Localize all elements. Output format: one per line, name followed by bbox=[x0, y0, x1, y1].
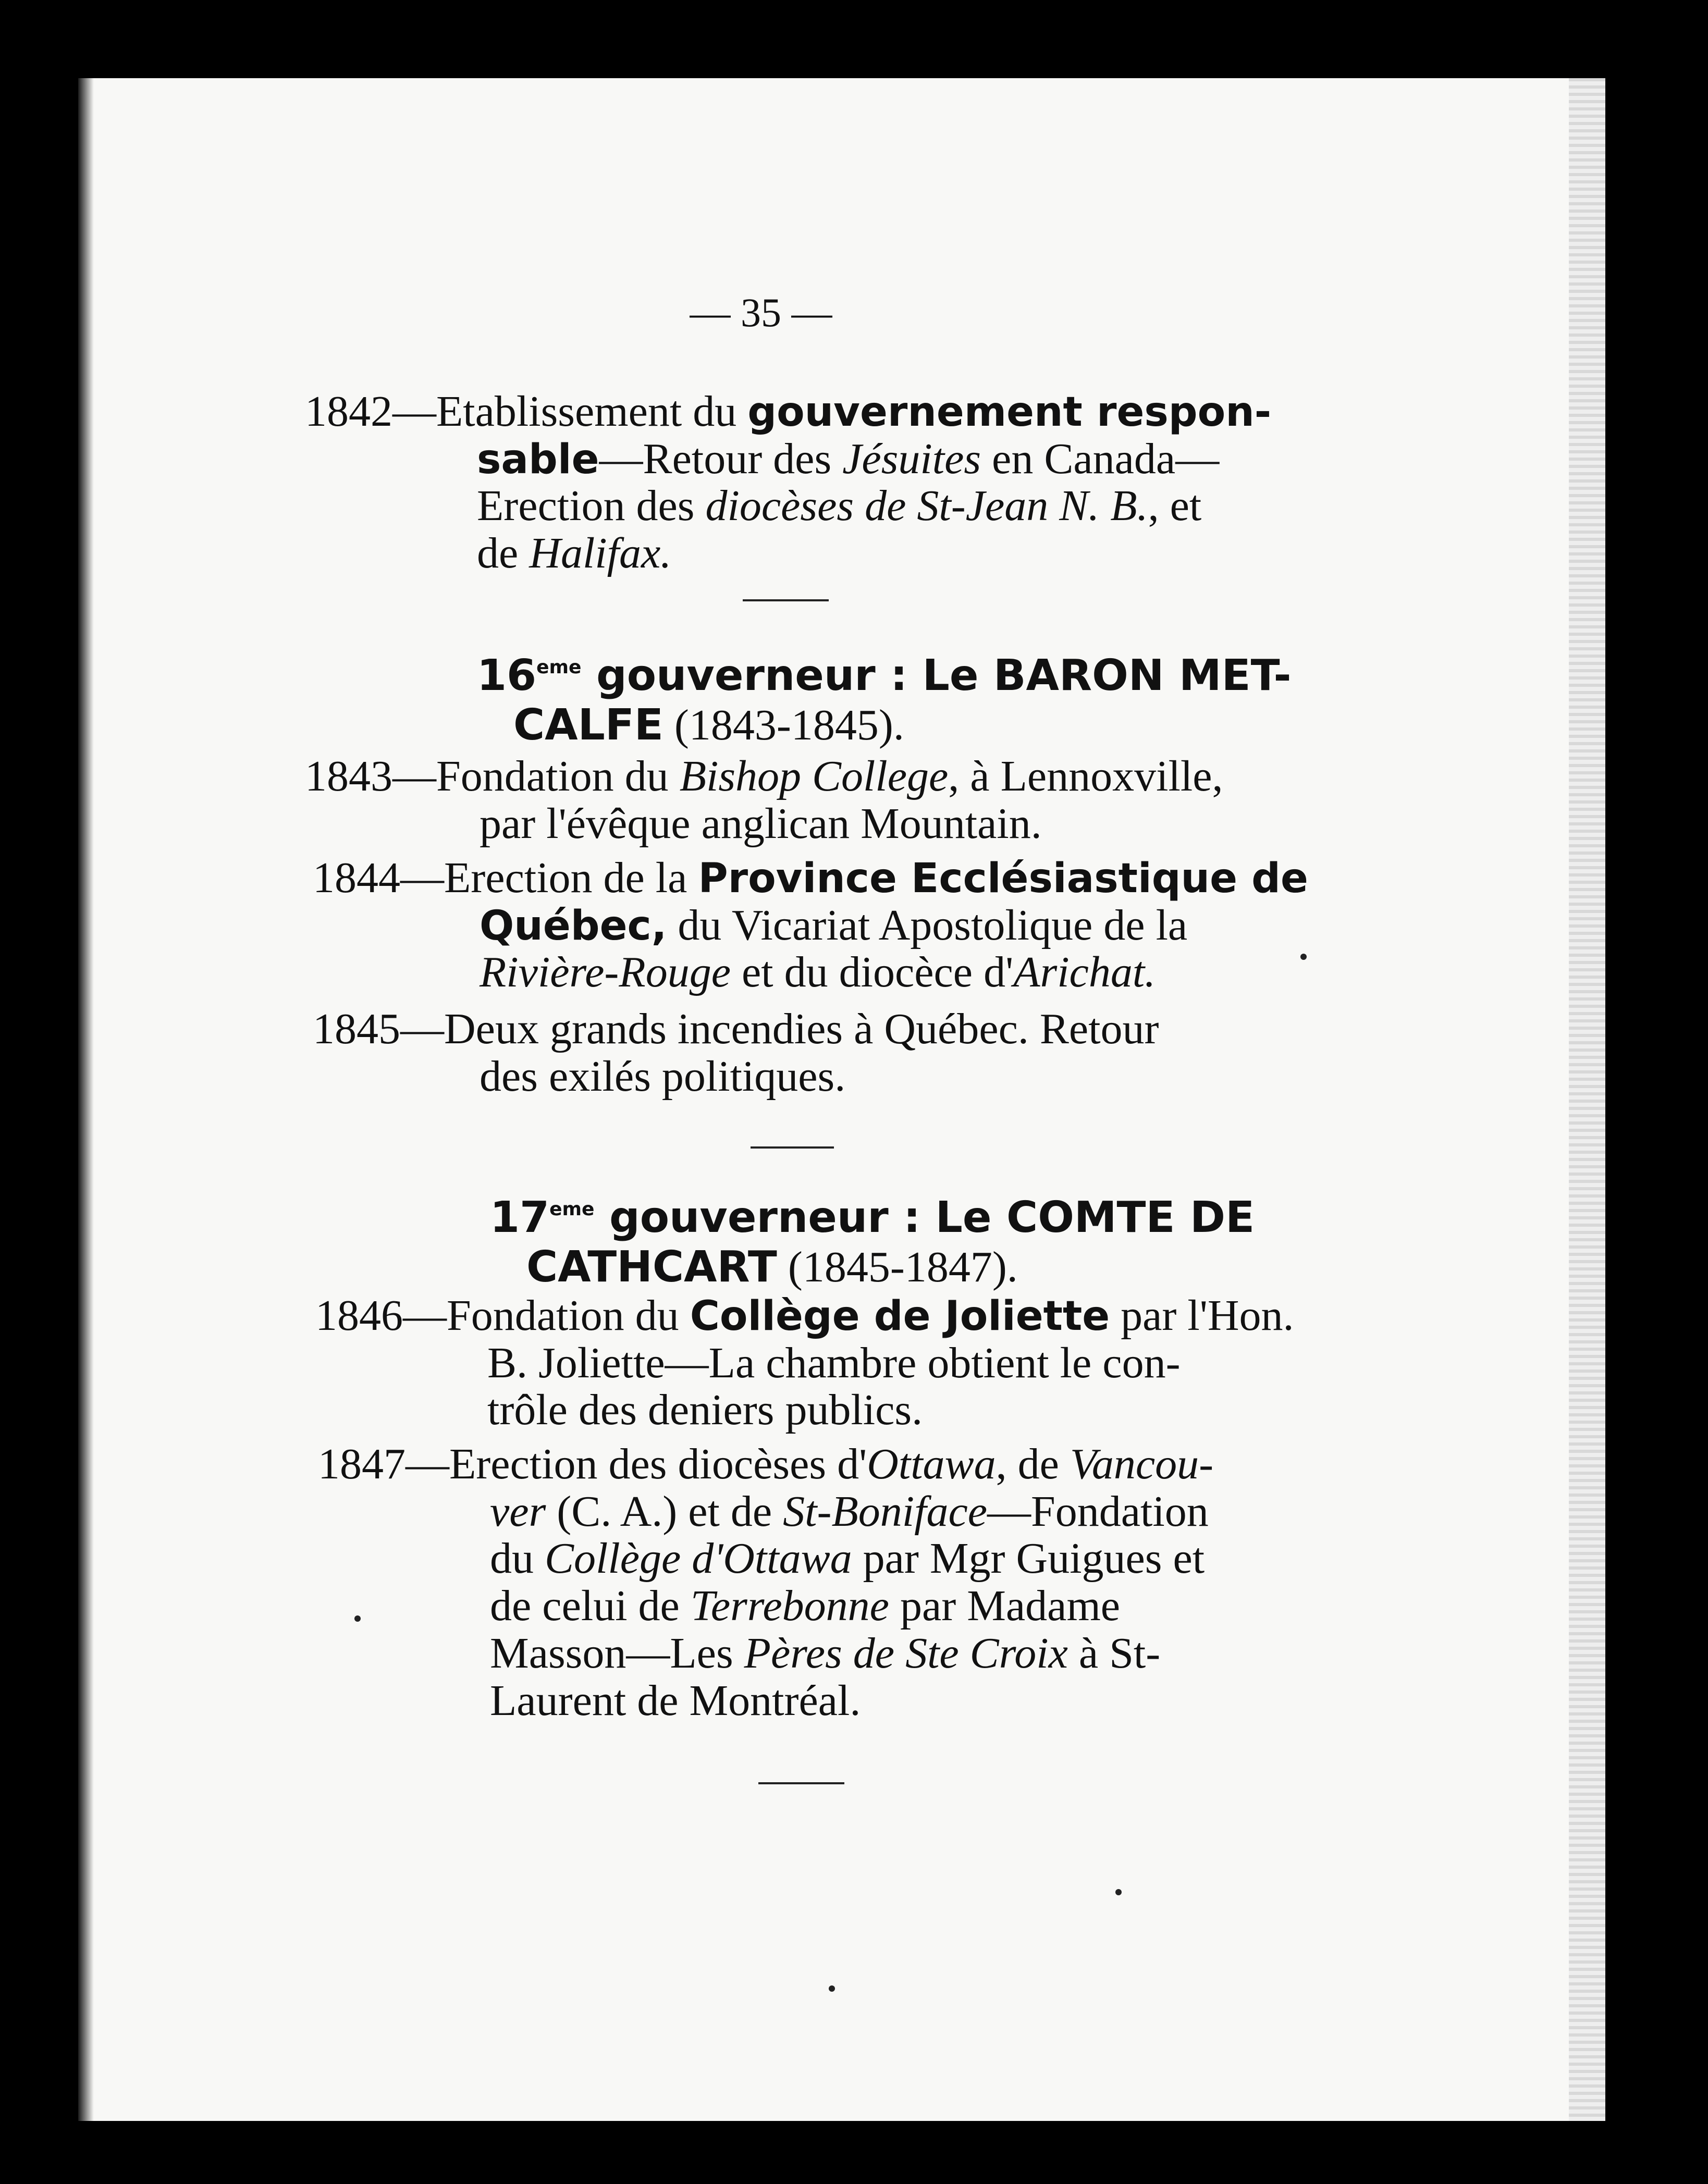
entry-text: 1842—Etablissement du bbox=[305, 387, 748, 436]
ordinal-suffix: eme bbox=[549, 1199, 595, 1220]
governor-17-line-2 bbox=[526, 1242, 1255, 1293]
entry-bold-text: gouvernement respon- bbox=[747, 389, 1272, 436]
entry-text: et du diocèce d' bbox=[730, 948, 1014, 997]
entry-1847-line-1 bbox=[318, 1441, 1213, 1488]
entry-text: 1843—Fondation du bbox=[305, 752, 680, 800]
entry-text: par Mgr Guigues et bbox=[852, 1534, 1205, 1583]
entry-1847 bbox=[318, 1441, 1213, 1724]
governor-years: (1845-1847). bbox=[777, 1243, 1018, 1292]
entry-bold-text: Collège de Joliette bbox=[690, 1293, 1110, 1340]
entry-text: de bbox=[477, 529, 530, 578]
governor-17-heading bbox=[490, 1193, 1255, 1293]
entry-1845-line-2: des exilés politiques. bbox=[480, 1052, 846, 1101]
entry-text: 1846—Fondation du bbox=[315, 1291, 690, 1340]
governor-name: CALFE bbox=[513, 700, 663, 750]
entry-text: par l'Hon. bbox=[1110, 1291, 1294, 1340]
governor-ordinal: 17 bbox=[490, 1193, 550, 1242]
governor-title: gouverneur : Le BARON MET- bbox=[581, 651, 1292, 700]
entry-1843-line-1 bbox=[305, 753, 1223, 800]
entry-italic-text: Jésuites bbox=[842, 434, 981, 483]
entry-1844-line-3 bbox=[480, 949, 1308, 996]
entry-1844-line-2 bbox=[480, 902, 1308, 949]
entry-1846-line-1 bbox=[315, 1292, 1294, 1340]
entry-italic-text: Halifax. bbox=[529, 529, 672, 578]
entry-italic-text: Collège d'Ottawa bbox=[545, 1534, 852, 1583]
governor-17-line-1 bbox=[490, 1193, 1255, 1242]
entry-1844-line-1 bbox=[313, 855, 1308, 902]
print-speck bbox=[354, 1615, 361, 1622]
print-speck bbox=[829, 1985, 835, 1992]
governor-ordinal: 16 bbox=[477, 651, 537, 700]
entry-1843-line-2: par l'évêque anglican Mountain. bbox=[480, 799, 1042, 848]
entry-text: , de bbox=[996, 1440, 1070, 1488]
entry-text: 1847—Erection des diocèses d' bbox=[318, 1440, 867, 1488]
entry-1842 bbox=[305, 388, 1271, 577]
entry-text: (C. A.) et de bbox=[546, 1487, 783, 1536]
governor-name: CATHCART bbox=[526, 1242, 777, 1292]
entry-1842-line-2 bbox=[477, 436, 1271, 483]
ordinal-suffix: eme bbox=[536, 657, 582, 678]
entry-bold-text: Province Ecclésiastique de bbox=[698, 855, 1308, 902]
entry-italic-text: diocèses de St-Jean N. B. bbox=[705, 482, 1148, 530]
entry-italic-text: Terrebonne bbox=[690, 1582, 889, 1631]
entry-1846-line-3: trôle des deniers publics. bbox=[487, 1386, 923, 1435]
entry-1842-line-1 bbox=[305, 388, 1271, 436]
entry-bold-text: Québec, bbox=[480, 902, 667, 949]
governor-16-heading bbox=[477, 651, 1292, 751]
section-divider bbox=[743, 599, 829, 601]
entry-1847-line-2 bbox=[490, 1488, 1213, 1536]
entry-1842-line-4 bbox=[477, 530, 1271, 577]
entry-1846-line-2: B. Joliette—La chambre obtient le con- bbox=[487, 1338, 1181, 1387]
entry-italic-text: Pères de Ste Croix bbox=[744, 1628, 1068, 1677]
section-divider bbox=[758, 1782, 844, 1784]
entry-text: Masson—Les bbox=[490, 1628, 744, 1677]
entry-text: , à Lennoxville, bbox=[948, 752, 1223, 800]
print-speck bbox=[1115, 1889, 1122, 1895]
governor-years: (1843-1845). bbox=[663, 701, 904, 750]
entry-1842-line-3 bbox=[477, 483, 1271, 530]
entry-1847-line-6: Laurent de Montréal. bbox=[490, 1676, 861, 1725]
entry-text: Erection des bbox=[477, 482, 706, 530]
entry-text: du bbox=[490, 1534, 545, 1583]
entry-text: , et bbox=[1148, 482, 1202, 530]
governor-16-line-2 bbox=[513, 700, 1292, 751]
entry-1844 bbox=[313, 855, 1308, 996]
section-divider bbox=[751, 1146, 834, 1149]
entry-1845 bbox=[313, 1006, 1159, 1100]
entry-1847-line-4 bbox=[490, 1583, 1213, 1630]
entry-bold-text: sable bbox=[477, 436, 599, 483]
governor-title: gouverneur : Le COMTE DE bbox=[594, 1193, 1255, 1242]
entry-italic-text: Bishop College bbox=[679, 752, 949, 800]
entry-1846 bbox=[315, 1292, 1294, 1434]
entry-italic-text: Ottawa bbox=[867, 1440, 996, 1488]
print-speck bbox=[1300, 954, 1307, 960]
entry-text: 1844—Erection de la bbox=[313, 854, 698, 902]
entry-italic-text: Vancou- bbox=[1070, 1440, 1214, 1488]
entry-italic-text: ver bbox=[490, 1487, 546, 1536]
entry-1847-line-5 bbox=[490, 1630, 1213, 1677]
entry-text: par Madame bbox=[889, 1582, 1121, 1631]
entry-text: —Fondation bbox=[987, 1487, 1209, 1536]
entry-text: à St- bbox=[1067, 1628, 1161, 1677]
page-stack-edge bbox=[1569, 78, 1605, 2121]
entry-1843 bbox=[305, 753, 1223, 847]
entry-italic-text: Arichat. bbox=[1013, 948, 1156, 997]
entry-italic-text: St-Boniface bbox=[783, 1487, 988, 1536]
entry-1845-line-1: 1845—Deux grands incendies à Québec. Retour bbox=[313, 1005, 1159, 1053]
entry-text: en Canada— bbox=[981, 434, 1220, 483]
page-number: — 35 — bbox=[690, 290, 832, 335]
entry-italic-text: Rivière-Rouge bbox=[480, 948, 731, 997]
governor-16-line-1 bbox=[477, 651, 1292, 700]
entry-text: du Vicariat Apostolique de la bbox=[667, 900, 1188, 949]
entry-text: —Retour des bbox=[599, 434, 843, 483]
entry-text: de celui de bbox=[490, 1582, 691, 1631]
entry-1847-line-3 bbox=[490, 1535, 1213, 1583]
page-gutter-shadow bbox=[78, 78, 94, 2121]
